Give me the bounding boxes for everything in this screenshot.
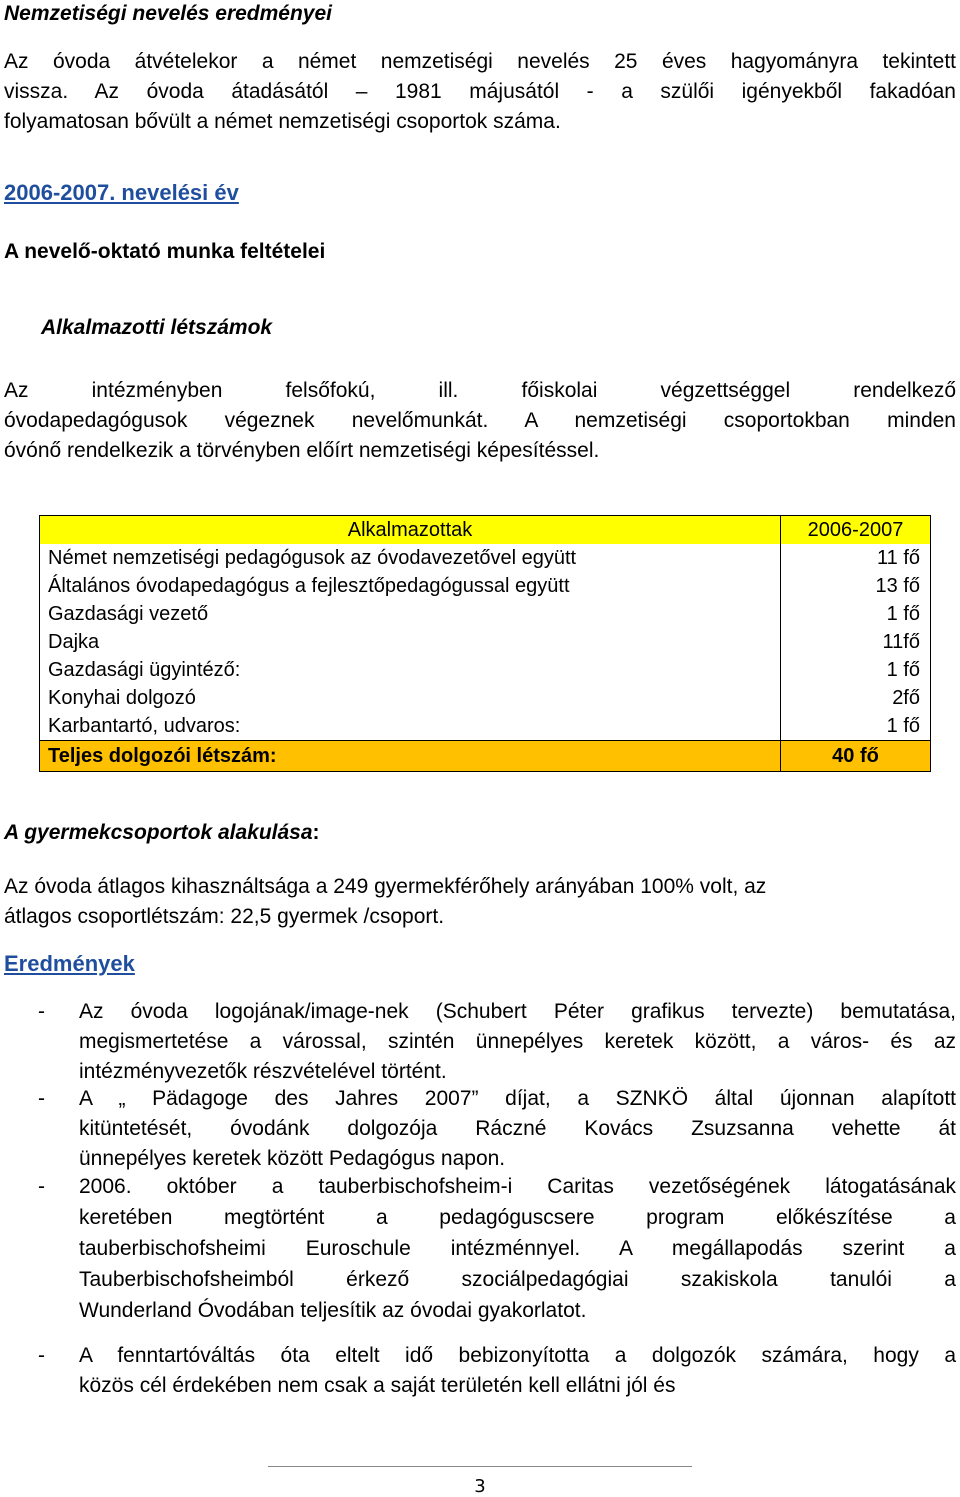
staff-line-1: Az intézményben felsőfokú, ill. főiskolai végzettséggel rendelkező xyxy=(4,379,956,402)
row-label: Gazdasági vezető xyxy=(40,600,781,628)
row-value: 11 fő xyxy=(781,544,931,572)
row-label: Gazdasági ügyintéző: xyxy=(40,656,781,684)
staff-line-3: óvónő rendelkezik a törvényben előírt nemzetiségi képesítéssel. xyxy=(4,439,600,462)
groups-line-1: Az óvoda átlagos kihasználtsága a 249 gyermekférőhely arányában 100% volt, az xyxy=(4,875,767,898)
intro-line-1: Az óvoda átvételekor a német nemzetiségi nevelés 25 éves hagyományra tekintett xyxy=(4,50,956,73)
groups-paragraph xyxy=(4,872,956,932)
table-row xyxy=(40,712,931,741)
result-3-line-1: 2006. október a tauberbischofsheim-i Caritas vezetőségének látogatásának xyxy=(79,1175,956,1198)
intro-paragraph xyxy=(4,47,956,137)
section-heading: Nemzetiségi nevelés eredményei xyxy=(4,2,333,25)
result-3-line-2: keretében megtörtént a pedagóguscsere program előkészítése a xyxy=(79,1206,956,1229)
row-value: 13 fő xyxy=(781,572,931,600)
row-label: Karbantartó, udvaros: xyxy=(40,712,781,741)
list-item xyxy=(79,1084,956,1174)
staff-table-total xyxy=(40,741,931,772)
list-item xyxy=(79,1341,956,1401)
result-2-line-2: kitüntetését, óvodánk dolgozója Ráczné Kovács Zsuzsanna vehette át xyxy=(79,1117,956,1140)
groups-line-2: átlagos csoportlétszám: 22,5 gyermek /csoport. xyxy=(4,905,445,928)
row-value: 2fő xyxy=(781,684,931,712)
table-row xyxy=(40,628,931,656)
list-item xyxy=(79,997,956,1087)
row-label: Dajka xyxy=(40,628,781,656)
result-4-line-2: közös cél érdekében nem csak a saját területén kell ellátni jól és xyxy=(79,1374,676,1397)
result-3-line-4: Tauberbischofsheimból érkező szociálpedagógiai szakiskola tanulói a xyxy=(79,1268,956,1291)
result-4-line-1: A fenntartóváltás óta eltelt idő bebizonyította a dolgozók számára, hogy a xyxy=(79,1344,956,1367)
header-year: 2006-2007 xyxy=(781,516,931,545)
result-1-line-3: intézményvezetők részvételével történt. xyxy=(79,1060,447,1083)
header-label: Alkalmazottak xyxy=(40,516,781,545)
table-row xyxy=(40,684,931,712)
staff-line-2: óvodapedagógusok végeznek nevelőmunkát. A nemzetiségi csoportokban minden xyxy=(4,409,956,432)
row-label: Általános óvodapedagógus a fejlesztőpedagógussal együtt xyxy=(40,572,781,600)
row-value: 1 fő xyxy=(781,656,931,684)
row-value: 11fő xyxy=(781,628,931,656)
list-item xyxy=(79,1172,956,1327)
groups-title xyxy=(4,821,320,845)
footer-divider xyxy=(268,1466,692,1467)
result-1-line-2: megismertetése a várossal, szintén ünnepélyes keretek között, a város- és az xyxy=(79,1030,956,1053)
bullet-dash: - xyxy=(38,1000,45,1023)
table-row xyxy=(40,544,931,572)
row-value: 1 fő xyxy=(781,600,931,628)
table-row xyxy=(40,572,931,600)
results-title: Eredmények xyxy=(4,951,135,976)
total-value: 40 fő xyxy=(781,741,931,772)
staff-section-title: Alkalmazotti létszámok xyxy=(41,316,273,339)
result-2-line-3: ünnepélyes keretek között Pedagógus napon. xyxy=(79,1147,506,1170)
bullet-dash: - xyxy=(38,1344,45,1367)
result-3-line-3: tauberbischofsheimi Euroschule intézménnyel. A megállapodás szerint a xyxy=(79,1237,956,1260)
bullet-dash: - xyxy=(38,1087,45,1110)
table-row xyxy=(40,600,931,628)
staff-table xyxy=(39,515,931,772)
school-year-title: 2006-2007. nevelési év xyxy=(4,180,239,205)
result-1-line-1: Az óvoda logojának/image-nek (Schubert Péter grafikus tervezte) bemutatása, xyxy=(79,1000,956,1023)
table-row xyxy=(40,656,931,684)
intro-line-3: folyamatosan bővült a német nemzetiségi csoportok száma. xyxy=(4,110,561,133)
page-number: 3 xyxy=(474,1476,486,1497)
conditions-title: A nevelő-oktató munka feltételei xyxy=(4,240,326,263)
staff-table-header xyxy=(40,516,931,545)
total-label: Teljes dolgozói létszám: xyxy=(40,741,781,772)
result-3-line-5: Wunderland Óvodában teljesítik az óvodai gyakorlatot. xyxy=(79,1299,587,1322)
row-label: Német nemzetiségi pedagógusok az óvodavezetővel együtt xyxy=(40,544,781,572)
row-label: Konyhai dolgozó xyxy=(40,684,781,712)
groups-title-text: A gyermekcsoportok alakulása xyxy=(4,821,313,844)
bullet-dash: - xyxy=(38,1175,45,1198)
result-2-line-1: A „ Pädagoge des Jahres 2007” díjat, a SZNKÖ által újonnan alapított xyxy=(79,1087,956,1110)
staff-paragraph xyxy=(4,376,956,466)
groups-title-colon: : xyxy=(312,821,320,844)
row-value: 1 fő xyxy=(781,712,931,741)
intro-line-2: vissza. Az óvoda átadásától – 1981 májusától - a szülői igényekből fakadóan xyxy=(4,80,956,103)
